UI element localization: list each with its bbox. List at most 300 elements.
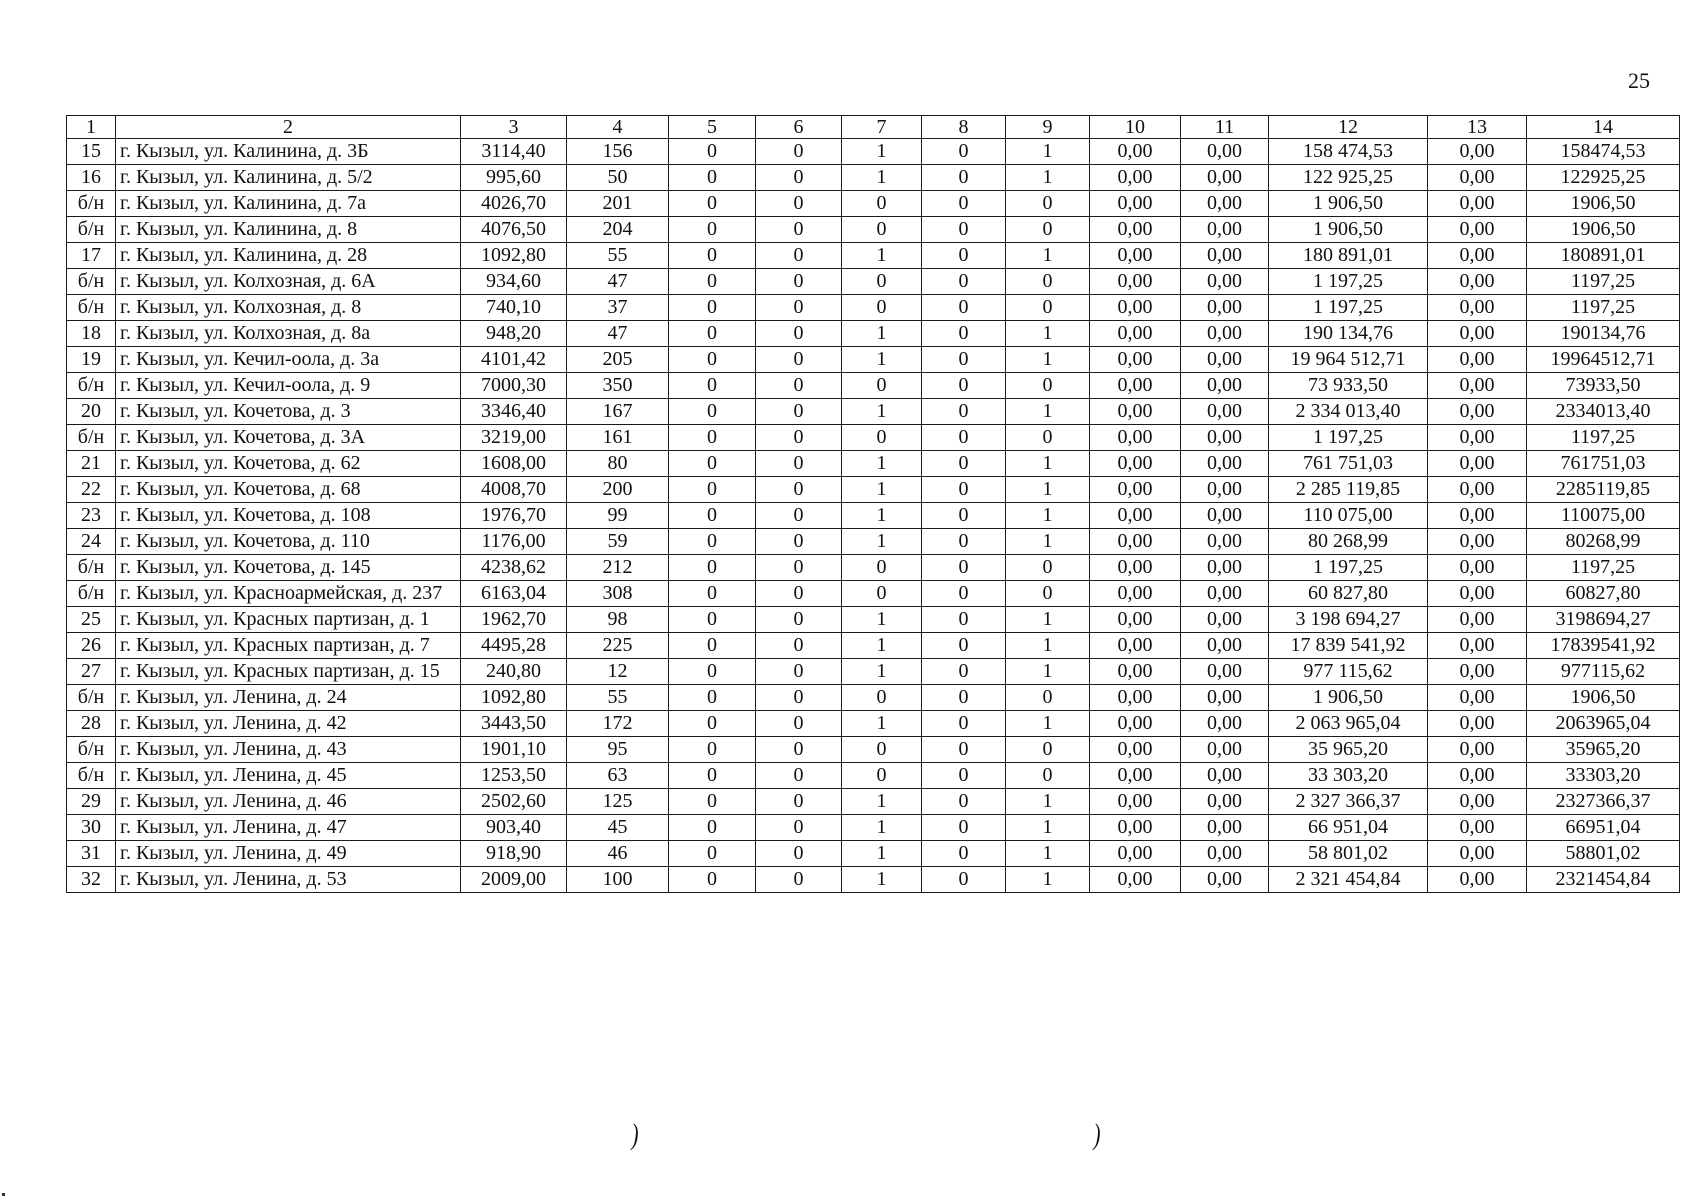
address-cell: г. Кызыл, ул. Колхозная, д. 8: [116, 295, 461, 321]
table-cell: 35965,20: [1527, 737, 1680, 763]
table-cell: б/н: [67, 581, 116, 607]
address-cell: г. Кызыл, ул. Ленина, д. 43: [116, 737, 461, 763]
table-cell: 7000,30: [461, 373, 567, 399]
address-cell: г. Кызыл, ул. Кочетова, д. 145: [116, 555, 461, 581]
address-cell: г. Кызыл, ул. Ленина, д. 45: [116, 763, 461, 789]
address-cell: г. Кызыл, ул. Кочетова, д. 3А: [116, 425, 461, 451]
table-cell: 26: [67, 633, 116, 659]
column-header: 12: [1269, 116, 1428, 139]
table-cell: 1: [1006, 243, 1090, 269]
column-header: 14: [1527, 116, 1680, 139]
table-cell: 0,00: [1181, 217, 1269, 243]
table-cell: 50: [567, 165, 669, 191]
table-cell: 156: [567, 139, 669, 165]
table-cell: 32: [67, 867, 116, 893]
table-cell: 0: [669, 711, 756, 737]
table-cell: 4008,70: [461, 477, 567, 503]
table-cell: 0,00: [1181, 867, 1269, 893]
table-cell: 4238,62: [461, 555, 567, 581]
table-row: [67, 581, 1680, 607]
table-cell: 0: [922, 217, 1006, 243]
table-cell: 0,00: [1428, 165, 1527, 191]
address-cell: г. Кызыл, ул. Красных партизан, д. 15: [116, 659, 461, 685]
table-cell: 0,00: [1428, 529, 1527, 555]
table-cell: 0: [756, 425, 842, 451]
table-cell: 0,00: [1181, 607, 1269, 633]
table-cell: 0: [669, 815, 756, 841]
table-cell: 0: [669, 477, 756, 503]
table-cell: 55: [567, 243, 669, 269]
table-cell: 2334013,40: [1527, 399, 1680, 425]
address-cell: г. Кызыл, ул. Кочетова, д. 3: [116, 399, 461, 425]
table-cell: 0: [922, 711, 1006, 737]
table-cell: 0: [756, 867, 842, 893]
table-cell: 0: [922, 321, 1006, 347]
table-cell: 0: [669, 399, 756, 425]
table-cell: 0: [669, 529, 756, 555]
table-cell: 918,90: [461, 841, 567, 867]
table-cell: 0: [756, 763, 842, 789]
address-cell: г. Кызыл, ул. Калинина, д. 5/2: [116, 165, 461, 191]
table-cell: 1: [842, 529, 922, 555]
table-cell: 2 063 965,04: [1269, 711, 1428, 737]
table-cell: 0,00: [1090, 555, 1181, 581]
table-cell: 0,00: [1181, 373, 1269, 399]
table-cell: 60 827,80: [1269, 581, 1428, 607]
table-cell: 2321454,84: [1527, 867, 1680, 893]
table-cell: 98: [567, 607, 669, 633]
table-cell: 0: [842, 217, 922, 243]
table-cell: 0,00: [1428, 269, 1527, 295]
table-row: [67, 425, 1680, 451]
table-cell: 29: [67, 789, 116, 815]
address-cell: г. Кызыл, ул. Калинина, д. 8: [116, 217, 461, 243]
table-cell: 740,10: [461, 295, 567, 321]
address-cell: г. Кызыл, ул. Кочетова, д. 62: [116, 451, 461, 477]
table-cell: 0,00: [1181, 685, 1269, 711]
table-cell: 204: [567, 217, 669, 243]
table-cell: 0: [922, 347, 1006, 373]
table-cell: 0,00: [1090, 607, 1181, 633]
table-cell: 0: [756, 477, 842, 503]
column-header: 3: [461, 116, 567, 139]
table-cell: 58801,02: [1527, 841, 1680, 867]
column-header: 9: [1006, 116, 1090, 139]
table-row: [67, 763, 1680, 789]
table-cell: 0: [922, 815, 1006, 841]
table-cell: 0,00: [1428, 763, 1527, 789]
table-cell: 1197,25: [1527, 269, 1680, 295]
table-cell: 0,00: [1181, 399, 1269, 425]
table-row: [67, 217, 1680, 243]
table-cell: 0: [922, 165, 1006, 191]
table-cell: 0: [1006, 269, 1090, 295]
table-cell: 1: [842, 451, 922, 477]
table-cell: 1: [842, 165, 922, 191]
table-cell: 0: [1006, 295, 1090, 321]
table-cell: 17839541,92: [1527, 633, 1680, 659]
table-cell: 4076,50: [461, 217, 567, 243]
table-cell: 1: [1006, 451, 1090, 477]
table-cell: 1: [1006, 477, 1090, 503]
table-cell: 60827,80: [1527, 581, 1680, 607]
table-cell: 1: [1006, 321, 1090, 347]
table-cell: 0,00: [1090, 815, 1181, 841]
column-header: 13: [1428, 116, 1527, 139]
table-cell: 2 327 366,37: [1269, 789, 1428, 815]
table-cell: 1 906,50: [1269, 217, 1428, 243]
table-cell: 0,00: [1181, 841, 1269, 867]
table-cell: 0,00: [1428, 581, 1527, 607]
table-cell: 0,00: [1181, 555, 1269, 581]
table-cell: 0: [669, 269, 756, 295]
table-cell: 0,00: [1090, 347, 1181, 373]
table-cell: 0,00: [1181, 529, 1269, 555]
table-cell: 0: [756, 243, 842, 269]
table-cell: 66951,04: [1527, 815, 1680, 841]
table-cell: 1: [842, 321, 922, 347]
table-row: [67, 789, 1680, 815]
table-row: [67, 867, 1680, 893]
table-cell: 0,00: [1090, 425, 1181, 451]
table-cell: 1: [842, 815, 922, 841]
table-cell: 1901,10: [461, 737, 567, 763]
table-cell: 0: [922, 841, 1006, 867]
table-cell: 0,00: [1428, 477, 1527, 503]
table-cell: 47: [567, 269, 669, 295]
address-cell: г. Кызыл, ул. Ленина, д. 53: [116, 867, 461, 893]
table-cell: 0: [669, 841, 756, 867]
table-cell: 4495,28: [461, 633, 567, 659]
table-cell: 0,00: [1090, 503, 1181, 529]
table-cell: 37: [567, 295, 669, 321]
table-cell: 0: [669, 425, 756, 451]
table-cell: 201: [567, 191, 669, 217]
address-cell: г. Кызыл, ул. Кочетова, д. 110: [116, 529, 461, 555]
table-cell: 0,00: [1428, 373, 1527, 399]
table-cell: 0: [842, 737, 922, 763]
table-cell: 0,00: [1428, 295, 1527, 321]
table-cell: 167: [567, 399, 669, 425]
table-cell: 0: [756, 191, 842, 217]
table-cell: 0,00: [1090, 841, 1181, 867]
table-cell: 1 197,25: [1269, 295, 1428, 321]
table-cell: 0: [756, 217, 842, 243]
table-cell: 0,00: [1090, 217, 1181, 243]
scan-speck: [2, 1193, 5, 1196]
table-cell: 977115,62: [1527, 659, 1680, 685]
address-cell: г. Кызыл, ул. Ленина, д. 24: [116, 685, 461, 711]
table-cell: 0,00: [1428, 789, 1527, 815]
table-cell: б/н: [67, 217, 116, 243]
table-cell: 0: [756, 295, 842, 321]
table-cell: 1: [842, 139, 922, 165]
table-cell: 0,00: [1090, 295, 1181, 321]
table-cell: 0: [922, 373, 1006, 399]
table-cell: 0: [922, 607, 1006, 633]
address-cell: г. Кызыл, ул. Ленина, д. 42: [116, 711, 461, 737]
table-cell: 0: [922, 139, 1006, 165]
table-cell: 225: [567, 633, 669, 659]
table-cell: 63: [567, 763, 669, 789]
address-cell: г. Кызыл, ул. Ленина, д. 49: [116, 841, 461, 867]
table-cell: б/н: [67, 191, 116, 217]
table-cell: 110 075,00: [1269, 503, 1428, 529]
table-cell: 161: [567, 425, 669, 451]
table-cell: 2 285 119,85: [1269, 477, 1428, 503]
table-row: [67, 659, 1680, 685]
table-cell: 23: [67, 503, 116, 529]
table-cell: 0: [922, 659, 1006, 685]
table-cell: 0: [842, 763, 922, 789]
table-cell: 0: [922, 555, 1006, 581]
table-cell: 190 134,76: [1269, 321, 1428, 347]
table-row: [67, 451, 1680, 477]
table-cell: 0: [1006, 191, 1090, 217]
table-cell: 1092,80: [461, 685, 567, 711]
table-cell: 0: [1006, 373, 1090, 399]
table-cell: 1906,50: [1527, 217, 1680, 243]
table-cell: 0,00: [1181, 321, 1269, 347]
table-cell: 0,00: [1428, 425, 1527, 451]
table-cell: 0: [669, 555, 756, 581]
table-cell: 0,00: [1181, 295, 1269, 321]
address-cell: г. Кызыл, ул. Калинина, д. 28: [116, 243, 461, 269]
table-cell: 19964512,71: [1527, 347, 1680, 373]
column-header: 7: [842, 116, 922, 139]
table-cell: 1: [842, 607, 922, 633]
table-cell: 180 891,01: [1269, 243, 1428, 269]
table-cell: 0,00: [1181, 165, 1269, 191]
table-cell: 0: [669, 217, 756, 243]
column-header: 1: [67, 116, 116, 139]
table-cell: 0,00: [1090, 165, 1181, 191]
handwritten-mark: ): [631, 1118, 639, 1151]
table-cell: 1197,25: [1527, 555, 1680, 581]
table-cell: 1: [1006, 867, 1090, 893]
table-cell: 0: [842, 425, 922, 451]
table-cell: 0: [669, 789, 756, 815]
table-cell: 17: [67, 243, 116, 269]
table-cell: 33303,20: [1527, 763, 1680, 789]
table-cell: 1: [842, 503, 922, 529]
table-cell: 190134,76: [1527, 321, 1680, 347]
table-cell: 3 198 694,27: [1269, 607, 1428, 633]
table-cell: 0,00: [1090, 269, 1181, 295]
table-cell: 0: [922, 191, 1006, 217]
table-cell: 0: [756, 321, 842, 347]
table-cell: 0: [842, 191, 922, 217]
table-cell: 0: [1006, 555, 1090, 581]
table-row: [67, 529, 1680, 555]
table-cell: б/н: [67, 295, 116, 321]
table-cell: 1: [842, 789, 922, 815]
table-cell: 1: [842, 633, 922, 659]
table-cell: 0: [669, 373, 756, 399]
table-cell: 0,00: [1090, 581, 1181, 607]
table-cell: 0: [756, 737, 842, 763]
table-cell: 99: [567, 503, 669, 529]
table-cell: 0,00: [1428, 243, 1527, 269]
table-cell: 0,00: [1090, 737, 1181, 763]
address-cell: г. Кызыл, ул. Кочетова, д. 68: [116, 477, 461, 503]
table-cell: 180891,01: [1527, 243, 1680, 269]
table-row: [67, 269, 1680, 295]
table-cell: 1: [842, 867, 922, 893]
table-cell: 0: [842, 581, 922, 607]
table-cell: 0: [842, 269, 922, 295]
header-row: [67, 116, 1680, 139]
table-cell: 80 268,99: [1269, 529, 1428, 555]
table-cell: 0: [922, 529, 1006, 555]
table-cell: 1: [842, 243, 922, 269]
table-cell: 1: [1006, 633, 1090, 659]
address-cell: г. Кызыл, ул. Ленина, д. 47: [116, 815, 461, 841]
table-cell: 0,00: [1428, 451, 1527, 477]
table-cell: 172: [567, 711, 669, 737]
table-cell: 0,00: [1090, 191, 1181, 217]
table-row: [67, 243, 1680, 269]
table-cell: 1 906,50: [1269, 685, 1428, 711]
table-row: [67, 633, 1680, 659]
table-row: [67, 711, 1680, 737]
table-cell: 21: [67, 451, 116, 477]
table-cell: 0: [669, 867, 756, 893]
table-cell: 0,00: [1181, 269, 1269, 295]
table-cell: 0: [669, 607, 756, 633]
table-cell: 761 751,03: [1269, 451, 1428, 477]
table-cell: 3114,40: [461, 139, 567, 165]
table-cell: 31: [67, 841, 116, 867]
table-cell: 1197,25: [1527, 295, 1680, 321]
table-cell: 0: [1006, 425, 1090, 451]
table-cell: 95: [567, 737, 669, 763]
data-table: [66, 115, 1680, 893]
table-cell: 0: [842, 295, 922, 321]
table-cell: 3346,40: [461, 399, 567, 425]
table-cell: 1: [1006, 607, 1090, 633]
column-header: 11: [1181, 116, 1269, 139]
table-cell: 0: [922, 685, 1006, 711]
table-cell: 0: [756, 451, 842, 477]
table-cell: 125: [567, 789, 669, 815]
table-cell: 2 334 013,40: [1269, 399, 1428, 425]
table-cell: 1906,50: [1527, 685, 1680, 711]
table-cell: 0,00: [1428, 633, 1527, 659]
table-cell: 33 303,20: [1269, 763, 1428, 789]
table-row: [67, 165, 1680, 191]
table-cell: 1 197,25: [1269, 555, 1428, 581]
table-cell: 0: [669, 633, 756, 659]
table-cell: 0: [669, 685, 756, 711]
table-cell: 0: [922, 867, 1006, 893]
table-cell: 0: [756, 529, 842, 555]
table-cell: 0: [922, 451, 1006, 477]
table-cell: 0,00: [1181, 425, 1269, 451]
table-cell: 0,00: [1090, 451, 1181, 477]
table-row: [67, 399, 1680, 425]
table-cell: 0,00: [1428, 555, 1527, 581]
address-cell: г. Кызыл, ул. Красных партизан, д. 7: [116, 633, 461, 659]
table-cell: 73933,50: [1527, 373, 1680, 399]
table-cell: 1: [1006, 841, 1090, 867]
table-cell: 0: [842, 685, 922, 711]
page-number: 25: [1628, 68, 1650, 93]
table-cell: 2502,60: [461, 789, 567, 815]
table-cell: 0: [842, 373, 922, 399]
table-cell: 3198694,27: [1527, 607, 1680, 633]
table-cell: 58 801,02: [1269, 841, 1428, 867]
table-cell: 0: [669, 737, 756, 763]
table-cell: 73 933,50: [1269, 373, 1428, 399]
table-cell: 0: [922, 399, 1006, 425]
table-cell: 0: [842, 555, 922, 581]
table-cell: 0: [669, 243, 756, 269]
table-cell: 0: [756, 165, 842, 191]
table-cell: 110075,00: [1527, 503, 1680, 529]
table-cell: б/н: [67, 763, 116, 789]
table-cell: 0,00: [1428, 737, 1527, 763]
table-cell: 1197,25: [1527, 425, 1680, 451]
table-cell: 977 115,62: [1269, 659, 1428, 685]
table-cell: 158 474,53: [1269, 139, 1428, 165]
table-cell: 0,00: [1181, 477, 1269, 503]
table-cell: 0,00: [1428, 347, 1527, 373]
table-cell: 16: [67, 165, 116, 191]
table-cell: 0: [922, 295, 1006, 321]
table-cell: 0: [756, 373, 842, 399]
table-cell: 0: [922, 633, 1006, 659]
table-cell: 1608,00: [461, 451, 567, 477]
table-cell: б/н: [67, 685, 116, 711]
table-cell: 0,00: [1428, 321, 1527, 347]
table-cell: 0: [922, 763, 1006, 789]
table-cell: 27: [67, 659, 116, 685]
table-cell: 1: [842, 347, 922, 373]
address-cell: г. Кызыл, ул. Красноармейская, д. 237: [116, 581, 461, 607]
table-cell: 4101,42: [461, 347, 567, 373]
table-cell: 0,00: [1090, 373, 1181, 399]
table-cell: 0: [922, 243, 1006, 269]
table-cell: 0: [756, 581, 842, 607]
table-cell: 18: [67, 321, 116, 347]
table-cell: 0,00: [1181, 789, 1269, 815]
table-row: [67, 321, 1680, 347]
table-cell: 0,00: [1090, 711, 1181, 737]
table-cell: б/н: [67, 425, 116, 451]
table-row: [67, 347, 1680, 373]
table-cell: 1: [1006, 789, 1090, 815]
table-cell: 66 951,04: [1269, 815, 1428, 841]
table-cell: 0: [756, 659, 842, 685]
address-cell: г. Кызыл, ул. Кечил-оола, д. 3а: [116, 347, 461, 373]
table-cell: 0,00: [1428, 503, 1527, 529]
table-cell: 0: [756, 503, 842, 529]
table-cell: 0: [1006, 685, 1090, 711]
table-cell: 2 321 454,84: [1269, 867, 1428, 893]
address-cell: г. Кызыл, ул. Кочетова, д. 108: [116, 503, 461, 529]
table-cell: 0: [756, 841, 842, 867]
table-cell: 0: [922, 269, 1006, 295]
table-cell: 1: [842, 477, 922, 503]
table-cell: 1 906,50: [1269, 191, 1428, 217]
table-cell: 0: [669, 659, 756, 685]
table-cell: 0,00: [1181, 503, 1269, 529]
table-cell: 0: [756, 139, 842, 165]
table-row: [67, 555, 1680, 581]
table-cell: 80268,99: [1527, 529, 1680, 555]
table-cell: 0,00: [1428, 841, 1527, 867]
